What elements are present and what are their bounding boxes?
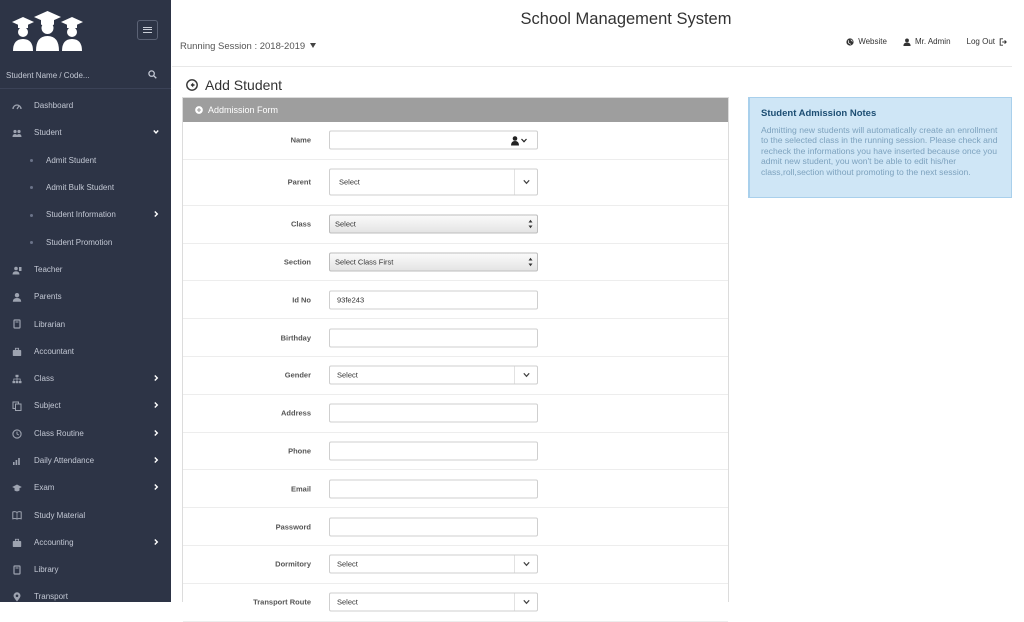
top-links (846, 37, 1007, 46)
sidebar-item-label: Teacher (34, 264, 63, 274)
sidebar-item-label: Dashboard (34, 101, 74, 111)
chevron-down-icon (523, 180, 530, 185)
form-row-phone (183, 433, 728, 471)
chevron-right-icon (153, 483, 159, 491)
id-no-value: 93fe243 (337, 295, 365, 305)
chevron-right-icon (153, 374, 159, 382)
graduation-cap-icon (12, 483, 22, 493)
form-row-parent (183, 160, 728, 206)
class-value: Select (335, 219, 356, 229)
dormitory-value: Select (337, 559, 358, 569)
header-divider (172, 66, 1012, 67)
copy-icon (12, 401, 22, 411)
app-title: School Management System (520, 10, 732, 28)
hamburger-icon (143, 27, 152, 33)
parent-label: Parent (287, 177, 311, 187)
logout-link[interactable] (967, 37, 1007, 46)
clock-icon (12, 429, 22, 439)
parent-value: Select (339, 177, 360, 187)
gender-label: Gender (284, 370, 311, 380)
phone-label: Phone (288, 446, 311, 456)
sidebar-item-admit-student[interactable] (0, 147, 171, 174)
sidebar-item-label: Admit Bulk Student (46, 183, 115, 193)
chevron-down-icon (153, 128, 159, 136)
user-dropdown-icon[interactable] (511, 136, 528, 146)
globe-icon (846, 38, 854, 46)
dropdown-toggle[interactable] (514, 367, 537, 384)
sidebar-item-subject[interactable] (0, 392, 171, 419)
logout-icon (999, 38, 1007, 46)
sidebar-item-parents[interactable] (0, 283, 171, 310)
phone-input[interactable] (329, 441, 538, 460)
form-row-address (183, 395, 728, 433)
chevron-right-icon (153, 401, 159, 409)
sidebar-item-teacher[interactable] (0, 256, 171, 283)
sidebar-item-label: Accounting (34, 537, 74, 547)
website-link[interactable] (846, 37, 887, 46)
sidebar-item-exam[interactable] (0, 474, 171, 501)
sidebar-item-label: Study Material (34, 510, 86, 520)
briefcase-icon (12, 538, 22, 548)
address-input[interactable] (329, 404, 538, 423)
sidebar-item-label: Class Routine (34, 428, 84, 438)
sidebar-item-label: Exam (34, 483, 55, 493)
search-icon[interactable] (148, 70, 157, 79)
circle-arrow-left-icon[interactable] (186, 79, 198, 91)
sidebar-item-transport[interactable] (0, 583, 171, 610)
sidebar-item-label: Daily Attendance (34, 456, 95, 465)
sidebar-item-accountant[interactable] (0, 338, 171, 365)
running-session-dropdown[interactable] (180, 41, 316, 52)
panel-title: Addmission Form (208, 105, 279, 115)
map-pin-icon (12, 592, 22, 602)
sidebar-item-label: Library (34, 565, 59, 575)
form-row-id-no (183, 281, 728, 319)
notes-title: Student Admission Notes (761, 108, 877, 119)
sidebar-item-library[interactable] (0, 556, 171, 583)
class-label: Class (290, 219, 311, 229)
sidebar-item-label: Admit Student (46, 155, 97, 165)
chevron-down-icon (523, 562, 530, 567)
id-no-label: Id No (292, 295, 311, 305)
sidebar-item-label: Transport (34, 592, 68, 602)
page-title (186, 77, 282, 93)
sidebar-item-label: Librarian (34, 319, 66, 329)
admission-form-panel (182, 97, 729, 607)
select-arrows-icon (528, 256, 533, 267)
parent-select[interactable] (329, 169, 538, 196)
website-label: Website (858, 37, 887, 46)
chevron-right-icon (153, 429, 159, 437)
form-rows (183, 122, 728, 622)
birthday-label: Birthday (280, 333, 311, 343)
user-icon (12, 292, 22, 302)
name-input[interactable] (329, 131, 538, 150)
graduates-logo-icon[interactable] (10, 10, 85, 52)
panel-header (183, 98, 728, 122)
sidebar-item-librarian[interactable] (0, 310, 171, 337)
section-label: Section (283, 257, 311, 267)
book-icon (12, 565, 22, 575)
chevron-down-icon (523, 373, 530, 378)
sidebar-item-label: Accountant (34, 346, 75, 356)
gender-select[interactable] (329, 366, 538, 385)
sidebar-item-class-routine[interactable] (0, 420, 171, 447)
section-select[interactable] (329, 252, 538, 271)
chevron-right-icon (153, 456, 159, 464)
sidebar-item-student-information[interactable] (0, 201, 171, 228)
dropdown-toggle[interactable] (514, 170, 537, 195)
sidebar-item-student[interactable] (0, 119, 171, 146)
book-icon (12, 319, 22, 329)
sidebar-item-label: Subject (34, 401, 61, 411)
gender-value: Select (337, 370, 358, 380)
form-row-birthday (183, 319, 728, 357)
briefcase-icon (12, 347, 22, 357)
bullet-icon (30, 159, 33, 162)
sidebar-item-student-promotion[interactable] (0, 228, 171, 255)
chevron-right-icon (153, 538, 159, 546)
birthday-input[interactable] (329, 328, 538, 347)
sidebar-item-label: Parents (34, 292, 62, 302)
bullet-icon (30, 214, 33, 217)
name-label: Name (290, 135, 311, 145)
email-input[interactable] (329, 479, 538, 498)
dashboard-icon (12, 101, 22, 111)
id-no-input[interactable] (329, 290, 538, 309)
user-name: Mr. Admin (914, 37, 951, 46)
form-row-class (183, 206, 728, 244)
sidebar-item-label: Student (34, 128, 62, 138)
class-select[interactable] (329, 215, 538, 234)
page-title-text: Add Student (205, 77, 283, 93)
admission-notes (748, 97, 1012, 198)
form-row-section (183, 244, 728, 282)
form-row-dormitory (183, 546, 728, 584)
email-label: Email (290, 484, 311, 494)
password-label: Password (275, 522, 311, 532)
dropdown-toggle[interactable] (514, 594, 537, 611)
transport-route-label: Transport Route (253, 597, 311, 607)
sidebar-nav (0, 92, 171, 611)
notes-body: Admitting new students will automatically create an enrollment to the selected class in the running session. Please check and recheck the informations you have inserted because once you admit new student, you won't be able to edit his/her class,roll,section without promoting to the next session. (761, 125, 998, 177)
sidebar (0, 0, 171, 602)
sidebar-item-label: Student Promotion (46, 237, 113, 247)
chevron-right-icon (153, 210, 159, 218)
form-row-password (183, 508, 728, 546)
teacher-icon (12, 265, 22, 275)
form-row-name (183, 122, 728, 160)
sidebar-item-daily-attendance[interactable] (0, 447, 171, 474)
form-row-gender (183, 357, 728, 395)
sidebar-item-dashboard[interactable] (0, 92, 171, 119)
student-search-input[interactable] (6, 67, 141, 84)
sidebar-search (0, 63, 171, 89)
sidebar-item-accounting[interactable] (0, 529, 171, 556)
transport-route-select[interactable] (329, 593, 538, 612)
sidebar-item-class[interactable] (0, 365, 171, 392)
dormitory-label: Dormitory (275, 559, 311, 569)
address-label: Address (280, 408, 311, 418)
sitemap-icon (12, 374, 22, 384)
bullet-icon (30, 186, 33, 189)
password-input[interactable] (329, 517, 538, 536)
sidebar-item-label: Class (34, 374, 55, 384)
bullet-icon (30, 241, 33, 244)
dormitory-select[interactable] (329, 555, 538, 574)
sidebar-item-admit-bulk-student[interactable] (0, 174, 171, 201)
users-icon (12, 128, 22, 138)
logout-label: Log Out (966, 37, 995, 46)
form-row-transport-route (183, 584, 728, 622)
sidebar-item-study-material[interactable] (0, 501, 171, 528)
bar-chart-icon (12, 456, 22, 466)
form-row-email (183, 470, 728, 508)
dropdown-toggle[interactable] (514, 556, 537, 573)
caret-down-icon (310, 43, 316, 48)
sidebar-item-label: Student Information (46, 210, 116, 220)
open-book-icon (12, 510, 22, 520)
user-icon (903, 38, 911, 46)
chevron-down-icon (523, 600, 530, 605)
menu-toggle-button[interactable] (137, 20, 158, 40)
section-value: Select Class First (335, 257, 394, 267)
select-arrows-icon (528, 219, 533, 230)
user-link[interactable] (903, 37, 951, 46)
plus-circle-icon (195, 106, 203, 114)
transport-route-value: Select (337, 597, 358, 607)
session-label: Running Session : 2018-2019 (180, 41, 306, 52)
